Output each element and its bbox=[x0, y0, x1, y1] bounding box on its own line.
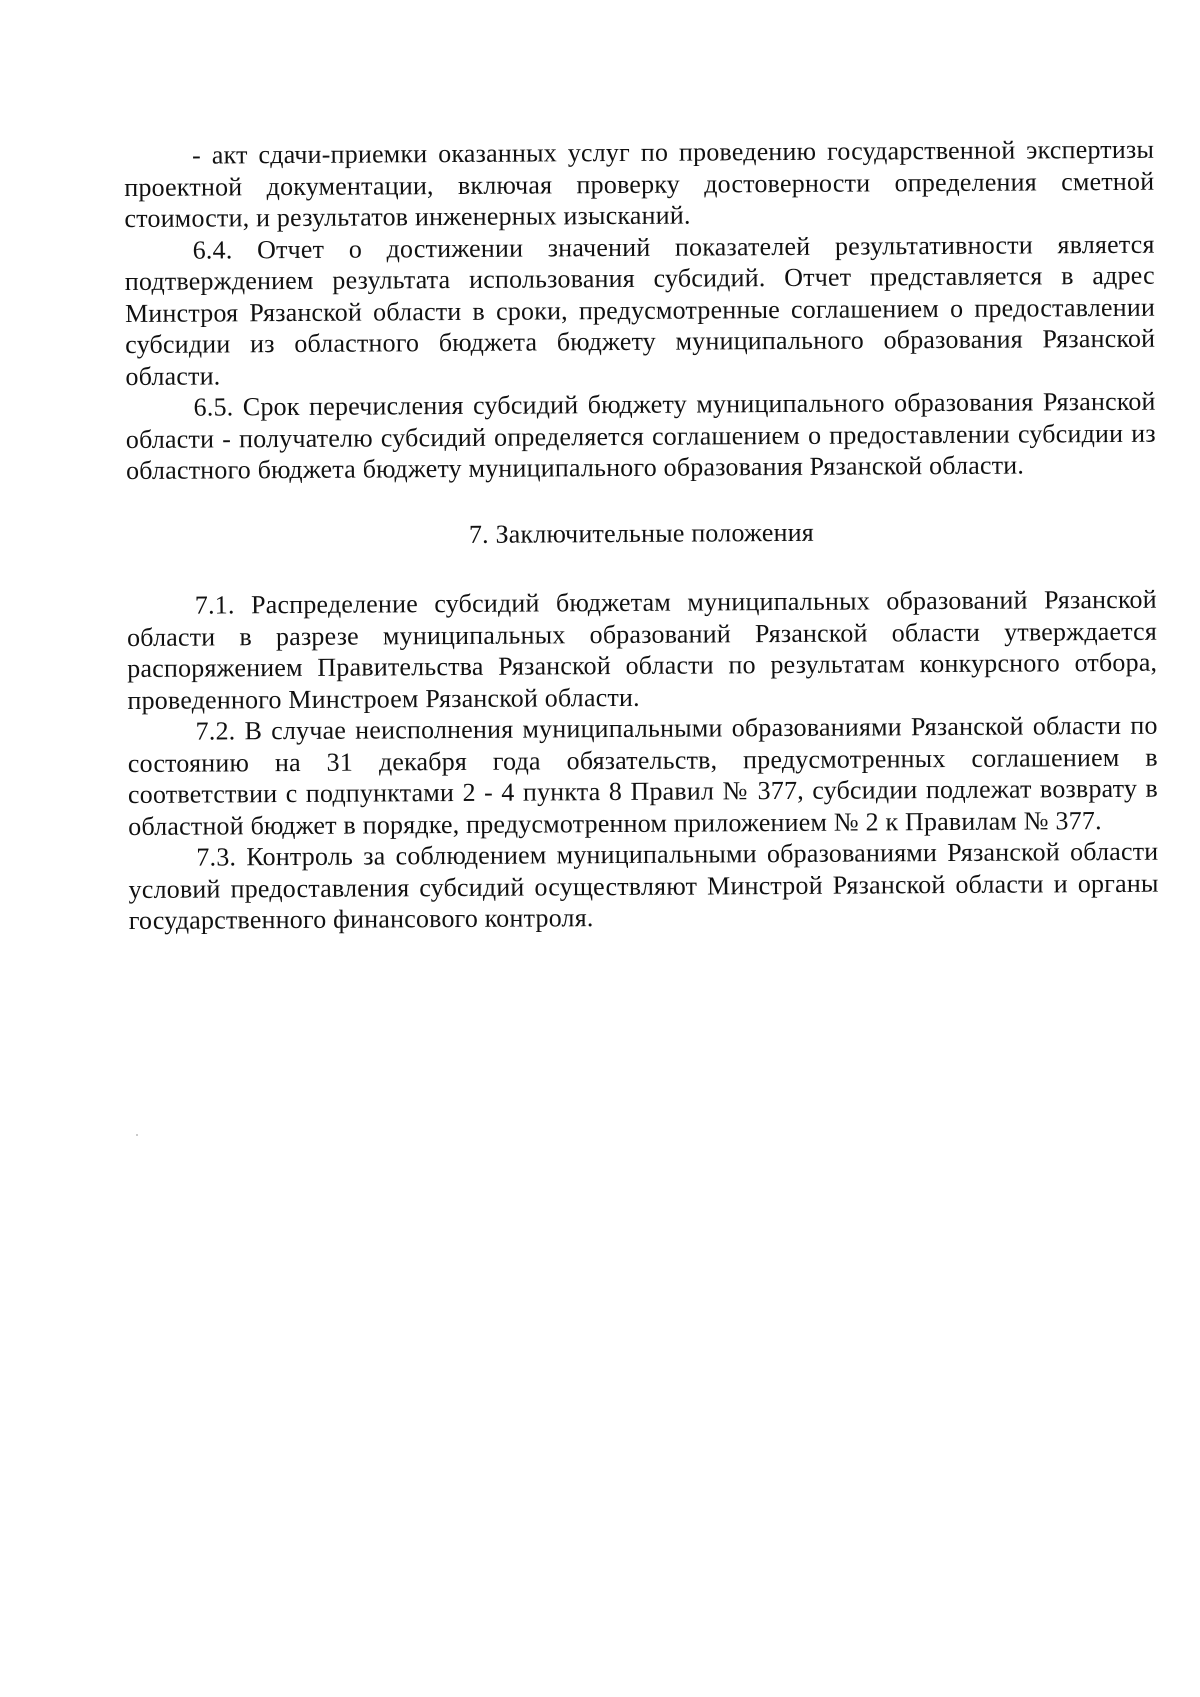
paragraph-act: - акт сдачи-приемки оказанных услуг по проведению государственной экспертизы проектной документации, включая проверку достоверности определения сметной стоимости, и результатов инженерных изысканий. bbox=[124, 134, 1155, 233]
section-7-heading: 7. Заключительные положения bbox=[468, 517, 814, 549]
paragraph-7-2: 7.2. В случае неисполнения муниципальными образованиями Рязанской области по состоянию на 31 декабря года обязательств, предусмотренных соглашением в соответствии с подпунктами 2 - 4 пункта 8 Правил № 377, субсидии подлежат возврату в областной бюджет в порядке, предусмотренном приложением № 2 к Правилам № 377. bbox=[127, 710, 1159, 841]
paragraph-7-1: 7.1. Распределение субсидий бюджетам муниципальных образований Рязанской области в разрезе муниципальных образований Рязанской области утверждается распоряжением Правительства Рязанской области по результатам конкурсного отбора, проведенного Минстроем Рязанской области. bbox=[126, 584, 1158, 715]
paragraph-7-3: 7.3. Контроль за соблюдением муниципальными образованиями Рязанской области условий предоставления субсидий осуществляют Минстрой Рязанской области и органы государственного финансового контроля. bbox=[128, 836, 1159, 935]
document-body bbox=[124, 134, 1159, 937]
scan-speck bbox=[136, 1134, 138, 1136]
paragraph-6-4: 6.4. Отчет о достижении значений показателей результативности является подтверждением результата использования субсидий. Отчет представляется в адрес Минстроя Рязанской области в сроки, предусмотренные соглашением о предоставлении субсидии из областного бюджета бюджету муниципального образования Рязанской области. bbox=[124, 229, 1156, 391]
paragraph-6-5: 6.5. Срок перечисления субсидий бюджету муниципального образования Рязанской области - получателю субсидий определяется соглашением о предоставлении субсидии из областного бюджета бюджету муниципального образования Рязанской области. bbox=[125, 386, 1156, 485]
